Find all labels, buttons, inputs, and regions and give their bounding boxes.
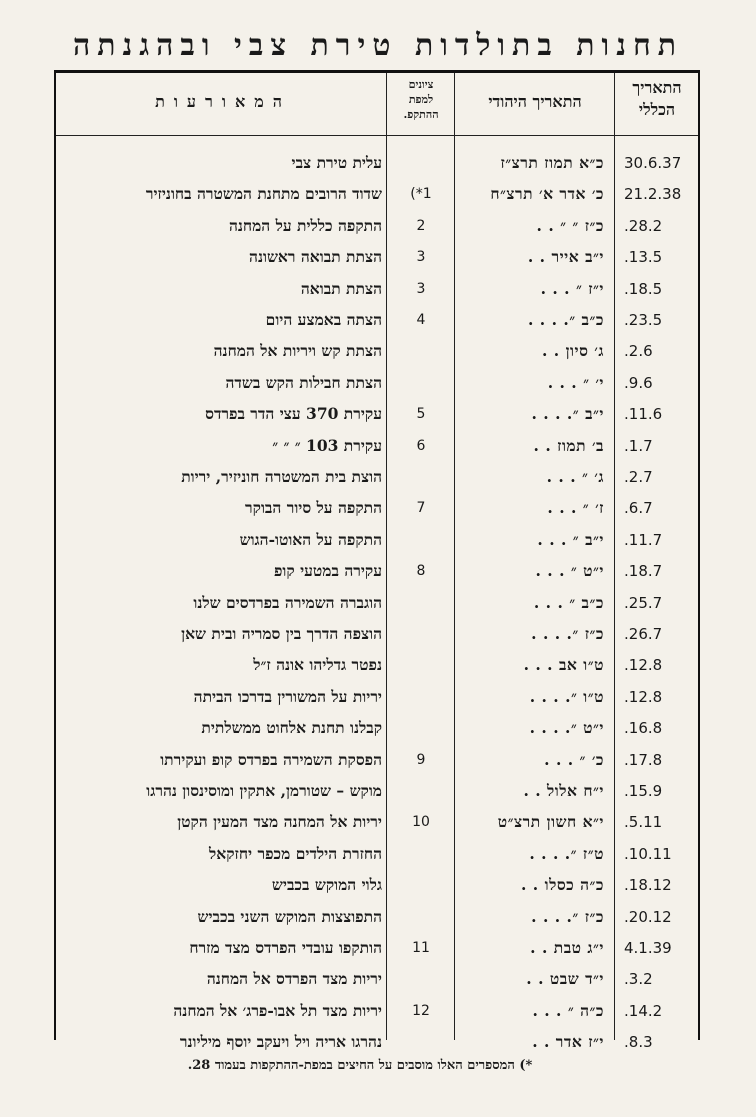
event-cell: הפסקת השמירה בפרדס קופ ועקירתו: [160, 749, 382, 769]
footnote: *) המספרים האלו מוסבים על החיצים במפת-ההתקפות בעמוד 28.: [187, 1058, 533, 1073]
table-row: [56, 1026, 698, 1058]
general-date-cell: 17.8.: [624, 750, 663, 769]
general-date-cell: 21.2.38: [624, 185, 682, 204]
map-ref-cell: 5: [416, 406, 426, 423]
map-ref-cell: 11: [412, 940, 430, 956]
map-ref-cell: [388, 367, 454, 399]
event-cell: נפטר גדליהו אונה ז״ל: [253, 655, 382, 675]
header-map-ref: [388, 77, 454, 122]
general-date-cell: 15.9.: [624, 782, 663, 800]
table-row: [56, 649, 698, 681]
header-rule: [56, 135, 698, 136]
event-cell: הוגברה השמירה בפרדסים שלנו: [193, 592, 382, 612]
map-ref-cell: 12: [412, 1002, 430, 1019]
hebrew-date-cell: י״ט ״. . . .: [529, 718, 604, 738]
event-cell: גלוי המוקש בכביש: [271, 875, 382, 895]
table-row: [56, 963, 698, 995]
event-cell: עקירת 370 עצי הדר בפרדס: [205, 404, 382, 424]
table-row: [56, 273, 698, 305]
hebrew-date-cell: י״ד שבט . .: [526, 969, 604, 989]
event-cell: הצתה באמצע היום: [265, 310, 382, 329]
event-cell: התקפה על האוטו-הגוש: [239, 529, 382, 549]
header-general-date: [616, 77, 698, 121]
map-ref-cell: [388, 461, 454, 493]
general-date-cell: 30.6.37: [624, 154, 682, 172]
general-date-cell: 13.5.: [624, 248, 663, 267]
general-date-cell: 9.6.: [624, 373, 653, 392]
map-ref-cell: [388, 838, 454, 870]
general-date-cell: 8.3.: [624, 1033, 653, 1052]
general-date-cell: 1.7.: [624, 436, 653, 455]
map-ref-cell: 9: [416, 751, 426, 768]
map-ref-cell: [388, 775, 454, 807]
map-ref-cell: 3: [416, 249, 426, 266]
table-row: [56, 398, 698, 430]
map-ref-cell: [388, 147, 454, 179]
general-date-cell: 18.7.: [624, 562, 663, 581]
hebrew-date-cell: ז׳ ״ . . .: [547, 498, 604, 518]
hebrew-date-cell: ב׳ תמוז . .: [533, 435, 604, 455]
map-ref-cell: 4: [416, 312, 426, 328]
hebrew-date-cell: כ״א תמוז תרצ״ז: [500, 153, 604, 172]
table-row: [56, 147, 698, 179]
table-row: [56, 555, 698, 587]
map-ref-cell: [388, 869, 454, 901]
hebrew-date-cell: י׳ ״ . . .: [547, 372, 604, 392]
header-general-date-line1: התאריך: [632, 78, 682, 97]
map-ref-cell: 6: [416, 437, 426, 454]
map-ref-cell: [388, 712, 454, 744]
table-row: [56, 210, 698, 242]
general-date-cell: 6.7.: [624, 499, 653, 518]
event-cell: עקירה במטעי קופ: [273, 561, 382, 581]
map-ref-cell: [388, 681, 454, 713]
general-date-cell: 12.8.: [624, 656, 663, 675]
page-title: תחנות בתולדות טירת צבי ובהגנתה: [72, 28, 684, 63]
events-table: [54, 70, 700, 1052]
table-row: [56, 618, 698, 650]
general-date-cell: 11.7.: [624, 530, 663, 549]
map-ref-cell: [388, 587, 454, 619]
table-row: [56, 995, 698, 1027]
event-cell: התקפה כללית על המחנה: [228, 215, 382, 235]
map-ref-cell: [388, 618, 454, 650]
hebrew-date-cell: כ״ז ״. . . .: [531, 624, 604, 643]
table-row: [56, 430, 698, 462]
table-row: [56, 681, 698, 713]
event-cell: עלית טירת צבי: [291, 153, 382, 172]
header-events: המאורעות: [155, 92, 291, 111]
hebrew-date-cell: י״ג טבת . .: [530, 938, 604, 957]
general-date-cell: 4.1.39: [624, 939, 672, 957]
hebrew-date-cell: ט״ז ״. . . .: [529, 843, 604, 863]
hebrew-date-cell: י״ט ״ . . .: [535, 561, 604, 581]
map-ref-cell: [388, 1026, 454, 1058]
event-cell: עקירת 103 ״ ״ ״: [272, 435, 382, 455]
header-map-ref-line2: למפת: [408, 93, 434, 106]
map-ref-cell: [388, 524, 454, 556]
hebrew-date-cell: כ״ז ״. . . .: [531, 906, 604, 926]
general-date-cell: 28.2.: [624, 216, 663, 235]
general-date-cell: 25.7.: [624, 593, 663, 612]
hebrew-date-cell: י״ב ״. . . .: [531, 404, 604, 424]
general-date-cell: 2.7.: [624, 468, 653, 486]
event-cell: קבלנו תחנת אלחוט ממשלתית: [201, 718, 382, 738]
hebrew-date-cell: י״ז ״ . . .: [540, 278, 604, 298]
table-row: [56, 838, 698, 870]
table-row: [56, 178, 698, 210]
event-cell: מוקש – שטורמן, אתקין ומוסינסון נהרגו: [146, 781, 382, 800]
table-row: [56, 524, 698, 556]
table-row: [56, 335, 698, 367]
event-cell: הצתת תבואה ראשונה: [249, 247, 382, 267]
table-row: [56, 775, 698, 807]
general-date-cell: 3.2.: [624, 970, 653, 989]
general-date-cell: 14.2.: [624, 1001, 663, 1020]
event-cell: הצתת קש ויריות אל המחנה: [213, 341, 382, 361]
general-date-cell: 18.5.: [624, 279, 663, 298]
hebrew-date-cell: י״א חשון תרצ״ט: [497, 812, 604, 832]
general-date-cell: 26.7.: [624, 625, 663, 643]
table-row: [56, 806, 698, 838]
event-cell: הוצת בית המשטרה חוניזיר, יריות: [181, 467, 382, 486]
table-row: [56, 461, 698, 493]
hebrew-date-cell: כ״ב ״ . . .: [533, 592, 604, 612]
event-cell: יריות על המשורין בדרכו הביתה: [193, 686, 382, 706]
table-row: [56, 901, 698, 933]
event-cell: הצתת תבואה: [300, 278, 382, 298]
hebrew-date-cell: ט״ו ״. . . .: [529, 686, 604, 706]
table-row: [56, 932, 698, 964]
hebrew-date-cell: כ״ז ״ ״ . .: [536, 215, 604, 235]
hebrew-date-cell: כ״ה כסלו . .: [521, 875, 604, 895]
map-ref-cell: 1*): [410, 186, 432, 203]
hebrew-date-cell: כ׳ ״ . . .: [544, 749, 604, 769]
general-date-cell: 2.6.: [624, 342, 653, 361]
header-general-date-line2: הכללי: [638, 100, 676, 119]
hebrew-date-cell: ט״ו אב . . .: [523, 655, 604, 675]
map-ref-cell: 8: [416, 563, 426, 580]
hebrew-date-cell: כ׳ אדר א׳ תרצ״ח: [490, 184, 604, 204]
hebrew-date-cell: ג׳ ״ . . .: [546, 467, 604, 486]
table-row: [56, 241, 698, 273]
general-date-cell: 12.8.: [624, 687, 663, 706]
event-cell: שדוד הרובים מתחנת המשטרה בחוניזיר: [145, 184, 382, 204]
event-cell: התקפה על סיור הבוקר: [245, 498, 382, 518]
table-row: [56, 367, 698, 399]
map-ref-cell: [388, 649, 454, 681]
map-ref-cell: 2: [416, 217, 426, 234]
hebrew-date-cell: י״ב אייר . .: [527, 247, 604, 267]
event-cell: יריות אל המחנה מצד המעין הקטן: [177, 812, 382, 832]
table-row: [56, 587, 698, 619]
map-ref-cell: [388, 901, 454, 933]
event-cell: הותקפו עובדי הפרדס מצד מזרח: [189, 938, 382, 957]
general-date-cell: 5.11.: [624, 813, 663, 832]
general-date-cell: 23.5.: [624, 311, 663, 329]
hebrew-date-cell: כ״ב ״. . . .: [528, 310, 604, 329]
general-date-cell: 10.11.: [624, 844, 672, 863]
table-row: [56, 869, 698, 901]
header-hebrew-date: התאריך היהודי: [488, 92, 582, 111]
table-row: [56, 712, 698, 744]
hebrew-date-cell: י״ז אדר . .: [532, 1032, 604, 1052]
header-map-ref-line3: ההתקפ.: [403, 108, 439, 121]
event-cell: הוצפה הדרך בין סמריה ובית שאן: [181, 624, 382, 643]
event-cell: הצתת חבילות הקש בשדה: [225, 372, 382, 392]
hebrew-date-cell: י״ח אלול . .: [523, 781, 604, 800]
map-ref-cell: 7: [416, 500, 426, 517]
event-cell: נהרגו אריה ויל ויעקב יוסף מיליונר: [179, 1032, 382, 1052]
general-date-cell: 16.8.: [624, 719, 663, 738]
header-map-ref-line1: ציונים: [408, 78, 434, 91]
map-ref-cell: [388, 963, 454, 995]
general-date-cell: 18.12.: [624, 876, 672, 895]
hebrew-date-cell: י״ב ״ . . .: [537, 529, 604, 549]
table-row: [56, 492, 698, 524]
general-date-cell: 20.12.: [624, 907, 672, 926]
table-row: [56, 304, 698, 336]
map-ref-cell: [388, 335, 454, 367]
map-ref-cell: 3: [416, 280, 426, 297]
table-row: [56, 744, 698, 776]
map-ref-cell: 10: [412, 814, 430, 831]
event-cell: יריות מצד הפרדס אל המחנה: [206, 969, 382, 989]
general-date-cell: 11.6.: [624, 405, 663, 424]
event-cell: יריות מצד תל אבו-פרג׳ אל המחנה: [173, 1000, 382, 1020]
hebrew-date-cell: ג׳ סיון . .: [542, 341, 604, 361]
hebrew-date-cell: כ״ה ״ . . .: [532, 1000, 604, 1020]
event-cell: החזרת הילדים מכפר יחזקאל: [209, 843, 382, 863]
event-cell: התפוצצות המוקש השני בכביש: [197, 906, 382, 926]
